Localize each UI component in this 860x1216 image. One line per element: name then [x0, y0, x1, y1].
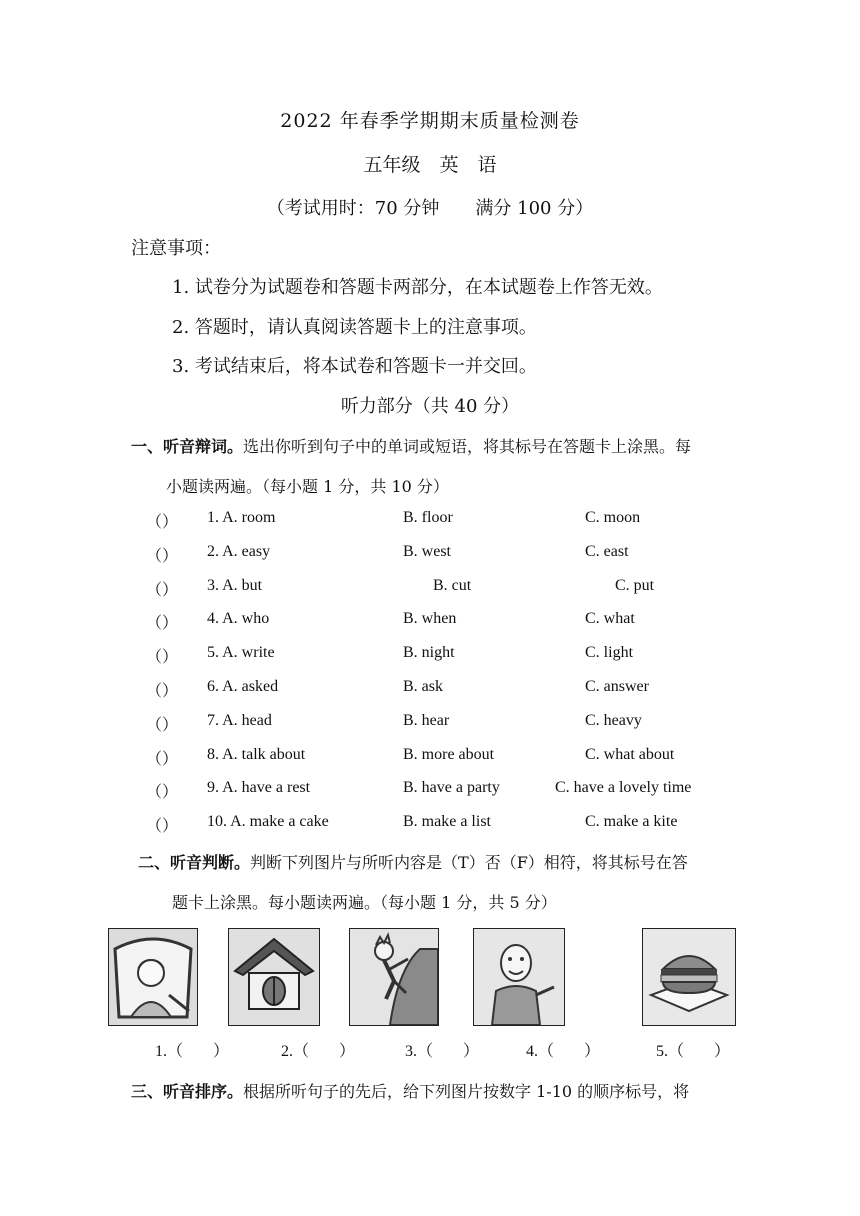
option-b: B. night — [403, 644, 455, 662]
part1-heading: 一、听音辩词。 — [131, 437, 244, 456]
note-item-1: 1. 试卷分为试题卷和答题卡两部分，在本试题卷上作答无效。 — [172, 277, 663, 298]
question-row — [0, 779, 860, 807]
option-c: C. answer — [585, 678, 649, 695]
option-c: C. put — [615, 576, 655, 594]
part2-heading: 二、听音判断。 — [138, 853, 251, 872]
boy-climbing-picture — [349, 928, 439, 1026]
answer-blank[interactable]: （ ） — [146, 581, 179, 599]
picture-label-4: 4.（ ） — [526, 1043, 601, 1060]
option-a-wrap — [207, 610, 269, 628]
notes-title: 注意事项： — [131, 238, 221, 259]
option-c: C. what about — [585, 745, 675, 763]
old-man-picture — [473, 928, 565, 1026]
answer-blank[interactable]: （ ） — [146, 784, 179, 802]
option-c: C. light — [585, 644, 634, 662]
option-b: B. ask — [403, 678, 443, 695]
question-row — [0, 577, 860, 605]
option-b: B. west — [403, 542, 451, 560]
question-row — [0, 746, 860, 774]
option-a-wrap — [207, 678, 278, 696]
part3-instruction: 根据所听句子的先后，给下列图片按数字 1-10 的顺序标号，将 — [243, 1082, 690, 1101]
question-row — [0, 543, 860, 571]
hamburger-picture — [642, 928, 736, 1026]
answer-blank[interactable]: （ ） — [146, 514, 179, 531]
option-a-wrap — [207, 813, 329, 831]
option-a-wrap — [207, 543, 270, 561]
note-item-3: 3. 考试结束后，将本试卷和答题卡一并交回。 — [172, 356, 537, 377]
answer-blank[interactable]: （ ） — [146, 615, 179, 633]
option-a-wrap — [207, 779, 310, 797]
option-c: C. have a lovely time — [555, 779, 692, 797]
part3-heading-line — [131, 1079, 689, 1102]
option-b: B. make a list — [403, 813, 491, 831]
part1-instruction-cont: 小题读两遍。（每小题 1 分，共 10 分） — [166, 477, 449, 496]
part1-heading-line — [131, 434, 691, 457]
picture-label-1: 1.（ ） — [155, 1043, 230, 1060]
option-b: B. have a party — [403, 779, 500, 797]
option-a-text: A. have a rest — [222, 779, 311, 797]
option-c: C. east — [585, 542, 629, 560]
question-number: 10. — [207, 813, 227, 831]
exam-time-info: （考试用时：70 分钟 满分 100 分） — [266, 198, 594, 219]
option-a-text: A. head — [222, 711, 272, 729]
exam-title: 2022 年春季学期期末质量检测卷 — [280, 110, 580, 132]
answer-blank[interactable]: （ ） — [146, 716, 179, 734]
answer-blank[interactable]: （ ） — [146, 547, 179, 565]
question-number: 5. — [207, 644, 219, 662]
answer-blank[interactable]: （ ） — [146, 649, 179, 667]
question-row — [0, 813, 860, 841]
part2-instruction-cont: 题卡上涂黑。每小题读两遍。（每小题 1 分，共 5 分） — [172, 893, 557, 912]
part2-instruction: 判断下列图片与所听内容是（T）否（F）相符，将其标号在答 — [250, 853, 688, 872]
option-a-text: A. but — [222, 576, 263, 594]
question-number: 4. — [207, 610, 219, 628]
question-number: 9. — [207, 779, 219, 797]
option-a-text: A. make a cake — [230, 813, 329, 831]
answer-blank[interactable]: （ ） — [146, 750, 179, 768]
option-b: B. more about — [403, 745, 495, 763]
question-row — [0, 610, 860, 638]
picture-label-2: 2.（ ） — [281, 1043, 356, 1060]
option-c: C. make a kite — [585, 813, 678, 831]
question-row — [0, 712, 860, 740]
option-b: B. hear — [403, 711, 450, 729]
question-row — [0, 644, 860, 672]
option-c: C. what — [585, 610, 635, 628]
part3-heading: 三、听音排序。 — [131, 1082, 244, 1101]
picture-label-5: 5.（ ） — [656, 1043, 731, 1060]
question-number: 1. — [207, 509, 219, 526]
option-a-wrap — [207, 577, 262, 595]
answer-blank[interactable]: （ ） — [146, 683, 179, 700]
option-a-text: A. easy — [222, 542, 271, 560]
option-a-wrap — [207, 509, 275, 527]
woman-in-car-picture — [108, 928, 198, 1026]
question-row — [0, 678, 860, 706]
question-number: 7. — [207, 711, 219, 729]
option-b: B. cut — [433, 576, 472, 594]
option-b: B. floor — [403, 509, 453, 526]
option-c: C. moon — [585, 509, 641, 526]
option-a-wrap — [207, 644, 275, 662]
part2-heading-line — [138, 850, 688, 873]
listening-section-title: 听力部分（共 40 分） — [340, 396, 520, 417]
option-b: B. when — [403, 610, 457, 628]
question-row — [0, 509, 860, 537]
question-number: 3. — [207, 576, 219, 594]
option-a-text: A. write — [222, 644, 275, 662]
question-number: 6. — [207, 678, 219, 695]
note-item-2: 2. 答题时，请认真阅读答题卡上的注意事项。 — [172, 317, 537, 338]
question-number: 8. — [207, 745, 219, 763]
answer-blank[interactable]: （ ） — [146, 818, 179, 836]
option-a-wrap — [207, 712, 272, 730]
option-a-text: A. talk about — [222, 745, 306, 763]
option-a-text: A. who — [222, 610, 270, 628]
option-a-wrap — [207, 746, 305, 764]
option-c: C. heavy — [585, 711, 642, 729]
option-a-text: A. asked — [222, 678, 279, 695]
picture-label-3: 3.（ ） — [405, 1043, 480, 1060]
part1-instruction: 选出你听到句子中的单词或短语，将其标号在答题卡上涂黑。每 — [243, 437, 692, 456]
exam-subtitle: 五年级 英 语 — [363, 154, 497, 176]
house-picture — [228, 928, 320, 1026]
option-a-text: A. room — [222, 509, 276, 526]
question-number: 2. — [207, 542, 219, 560]
